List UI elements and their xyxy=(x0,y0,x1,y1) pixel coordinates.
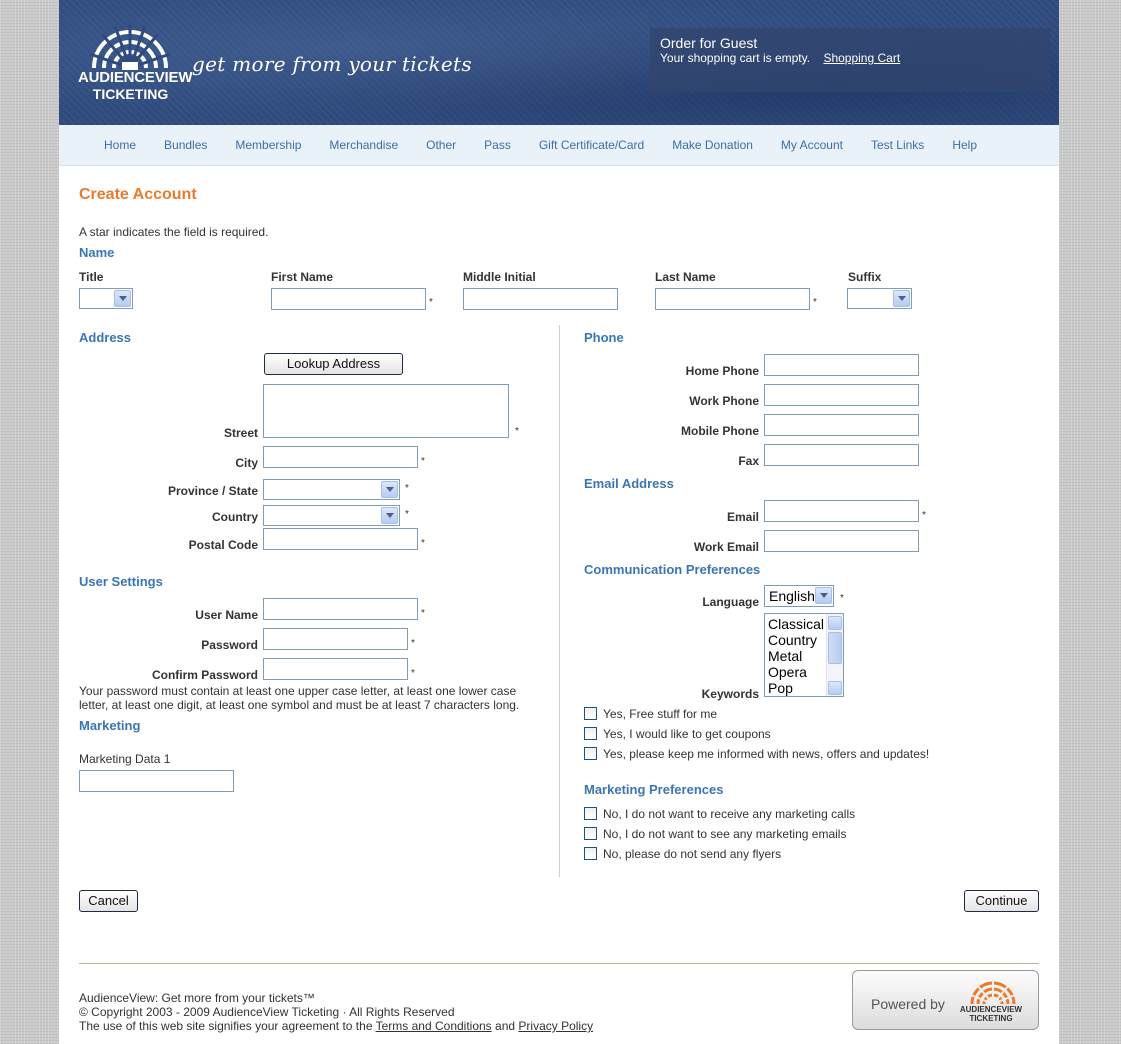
fax-label: Fax xyxy=(738,454,759,468)
free-stuff-label: Yes, Free stuff for me xyxy=(603,707,718,721)
nav-membership[interactable]: Membership xyxy=(235,138,302,152)
footer-divider xyxy=(79,963,1039,964)
footer-terms-prefix: The use of this web site signifies your agreement to the xyxy=(79,1019,373,1033)
nav-my-account[interactable]: My Account xyxy=(780,138,843,152)
chevron-down-icon xyxy=(381,507,398,524)
coupons-label: Yes, I would like to get coupons xyxy=(603,727,771,741)
province-label: Province / State xyxy=(167,484,258,498)
free-stuff-checkbox[interactable] xyxy=(584,707,597,720)
street-input[interactable] xyxy=(263,384,509,438)
work-phone-input[interactable] xyxy=(764,384,919,406)
email-heading: Email Address xyxy=(584,476,674,491)
required-star: * xyxy=(922,510,926,521)
required-star: * xyxy=(421,538,425,549)
nav-bundles[interactable]: Bundles xyxy=(164,138,208,152)
nav-pass[interactable]: Pass xyxy=(484,138,511,152)
order-title: Order for Guest xyxy=(660,35,758,51)
footer-and: and xyxy=(495,1019,516,1033)
title-select[interactable] xyxy=(79,288,133,309)
news-checkbox[interactable] xyxy=(584,747,597,760)
title-label: Title xyxy=(79,270,104,284)
city-label: City xyxy=(235,456,258,470)
marketing-prefs-heading: Marketing Preferences xyxy=(584,782,724,797)
coupons-checkbox[interactable] xyxy=(584,727,597,740)
name-heading: Name xyxy=(79,245,115,260)
city-input[interactable] xyxy=(263,446,418,468)
news-label: Yes, please keep me informed with news, offers and updates! xyxy=(603,747,930,761)
marketing-heading: Marketing xyxy=(79,718,141,733)
province-select[interactable] xyxy=(263,479,400,500)
footer-tagline: AudienceView: Get more from your tickets™ xyxy=(79,991,315,1005)
username-label: User Name xyxy=(195,608,258,622)
required-star: * xyxy=(840,593,844,604)
logo-brand-line2: TICKETING xyxy=(92,86,169,102)
required-star: * xyxy=(411,638,415,649)
required-star: * xyxy=(405,483,409,494)
address-heading: Address xyxy=(79,330,132,345)
cart-summary xyxy=(650,28,1050,92)
keywords-label: Keywords xyxy=(701,687,759,701)
postal-code-input[interactable] xyxy=(263,528,418,550)
required-star: * xyxy=(421,456,425,467)
nav-home[interactable]: Home xyxy=(104,138,137,152)
nav-make-donation[interactable]: Make Donation xyxy=(672,138,753,152)
powered-by-badge[interactable] xyxy=(852,970,1039,1030)
arena-logo-icon xyxy=(88,22,172,70)
first-name-input[interactable] xyxy=(271,288,426,310)
home-phone-input[interactable] xyxy=(764,354,919,376)
shopping-cart-link[interactable]: Shopping Cart xyxy=(823,51,901,65)
footer-copyright: © Copyright 2003 - 2009 AudienceView Ticketing · All Rights Reserved xyxy=(79,1005,455,1019)
arena-logo-icon xyxy=(969,977,1017,1005)
first-name-label: First Name xyxy=(271,270,334,284)
cart-status xyxy=(660,51,1040,65)
required-star: * xyxy=(429,297,433,308)
keyword-option[interactable]: Classical xyxy=(768,616,825,632)
required-star: * xyxy=(813,297,817,308)
fax-input[interactable] xyxy=(764,444,919,466)
nav-help[interactable]: Help xyxy=(952,138,977,152)
nav-gift-certificate[interactable]: Gift Certificate/Card xyxy=(538,138,645,152)
country-select[interactable] xyxy=(263,505,400,526)
keywords-listbox[interactable] xyxy=(764,613,844,697)
communication-heading: Communication Preferences xyxy=(584,562,761,577)
password-rule: Your password must contain at least one upper case letter, at least one lower case letter, at least one digit, at least one symbol and must be at least 7 characters long. xyxy=(79,684,520,712)
last-name-input[interactable] xyxy=(655,288,810,310)
chevron-down-icon xyxy=(114,290,131,307)
confirm-password-input[interactable] xyxy=(263,658,408,680)
listbox-scrollbar[interactable] xyxy=(826,614,843,697)
middle-initial-input[interactable] xyxy=(463,288,618,310)
lookup-address-button[interactable]: Lookup Address xyxy=(264,353,403,375)
column-divider xyxy=(559,325,560,877)
marketing-data1-input[interactable] xyxy=(79,770,234,792)
cancel-button[interactable]: Cancel xyxy=(79,890,138,912)
tagline: get more from your tickets xyxy=(192,52,472,76)
last-name-label: Last Name xyxy=(655,270,716,284)
home-phone-label: Home Phone xyxy=(685,364,759,378)
audienceview-logo[interactable] xyxy=(78,22,193,104)
powered-by-text: Powered by xyxy=(871,996,945,1012)
no-emails-label: No, I do not want to see any marketing emails xyxy=(603,827,847,841)
chevron-down-icon xyxy=(815,587,832,604)
suffix-label: Suffix xyxy=(848,270,882,284)
required-star: * xyxy=(515,426,519,437)
page-title: Create Account xyxy=(79,186,197,203)
no-flyers-checkbox[interactable] xyxy=(584,847,597,860)
nav-merchandise[interactable]: Merchandise xyxy=(329,138,399,152)
password-input[interactable] xyxy=(263,628,408,650)
nav-test-links[interactable]: Test Links xyxy=(870,138,925,152)
work-email-label: Work Email xyxy=(693,540,759,554)
main-nav xyxy=(59,125,1059,166)
no-calls-label: No, I do not want to receive any marketing calls xyxy=(603,807,856,821)
powered-brand-line1: AUDIENCEVIEW xyxy=(959,1005,1023,1014)
required-star: * xyxy=(411,668,415,679)
no-emails-checkbox[interactable] xyxy=(584,827,597,840)
suffix-select[interactable] xyxy=(847,288,912,309)
email-label: Email xyxy=(726,510,759,524)
nav-other[interactable]: Other xyxy=(426,138,457,152)
middle-initial-label: Middle Initial xyxy=(463,270,536,284)
required-note: A star indicates the field is required. xyxy=(79,225,269,239)
mobile-phone-label: Mobile Phone xyxy=(681,424,759,438)
powered-brand-line2: TICKETING xyxy=(969,1014,1013,1023)
privacy-link[interactable]: Privacy Policy xyxy=(518,1019,594,1033)
required-star: * xyxy=(405,509,409,520)
language-label: Language xyxy=(702,595,759,609)
keyword-option[interactable]: Opera xyxy=(768,664,807,680)
continue-button[interactable]: Continue xyxy=(964,890,1039,912)
email-input[interactable] xyxy=(764,500,919,522)
user-settings-heading: User Settings xyxy=(79,574,163,589)
confirm-password-label: Confirm Password xyxy=(151,668,258,682)
mobile-phone-input[interactable] xyxy=(764,414,919,436)
street-label: Street xyxy=(223,426,258,440)
scroll-thumb[interactable] xyxy=(828,632,842,664)
cart-empty-text: Your shopping cart is empty. xyxy=(660,51,811,65)
keyword-option[interactable]: Country xyxy=(768,632,818,648)
work-phone-label: Work Phone xyxy=(689,394,759,408)
password-label: Password xyxy=(201,638,258,652)
marketing-data1-label: Marketing Data 1 xyxy=(79,752,171,766)
work-email-input[interactable] xyxy=(764,530,919,552)
page xyxy=(59,0,1059,1044)
terms-link[interactable]: Terms and Conditions xyxy=(375,1019,492,1033)
keyword-option[interactable]: Metal xyxy=(768,648,803,664)
language-select[interactable] xyxy=(764,585,834,607)
language-value: English xyxy=(769,588,815,604)
username-input[interactable] xyxy=(263,598,418,620)
required-star: * xyxy=(421,608,425,619)
chevron-down-icon xyxy=(893,290,910,307)
chevron-down-icon xyxy=(381,481,398,498)
keyword-option[interactable]: Pop xyxy=(768,680,793,696)
scroll-down-icon[interactable] xyxy=(828,681,842,695)
phone-heading: Phone xyxy=(584,330,624,345)
header-banner xyxy=(59,0,1059,125)
no-flyers-label: No, please do not send any flyers xyxy=(603,847,782,861)
no-calls-checkbox[interactable] xyxy=(584,807,597,820)
country-label: Country xyxy=(212,510,258,524)
logo-brand-line1: AUDIENCEVIEW xyxy=(78,69,193,86)
postal-code-label: Postal Code xyxy=(188,538,258,552)
scroll-up-icon[interactable] xyxy=(828,616,842,630)
footer-terms-line xyxy=(79,1019,593,1033)
